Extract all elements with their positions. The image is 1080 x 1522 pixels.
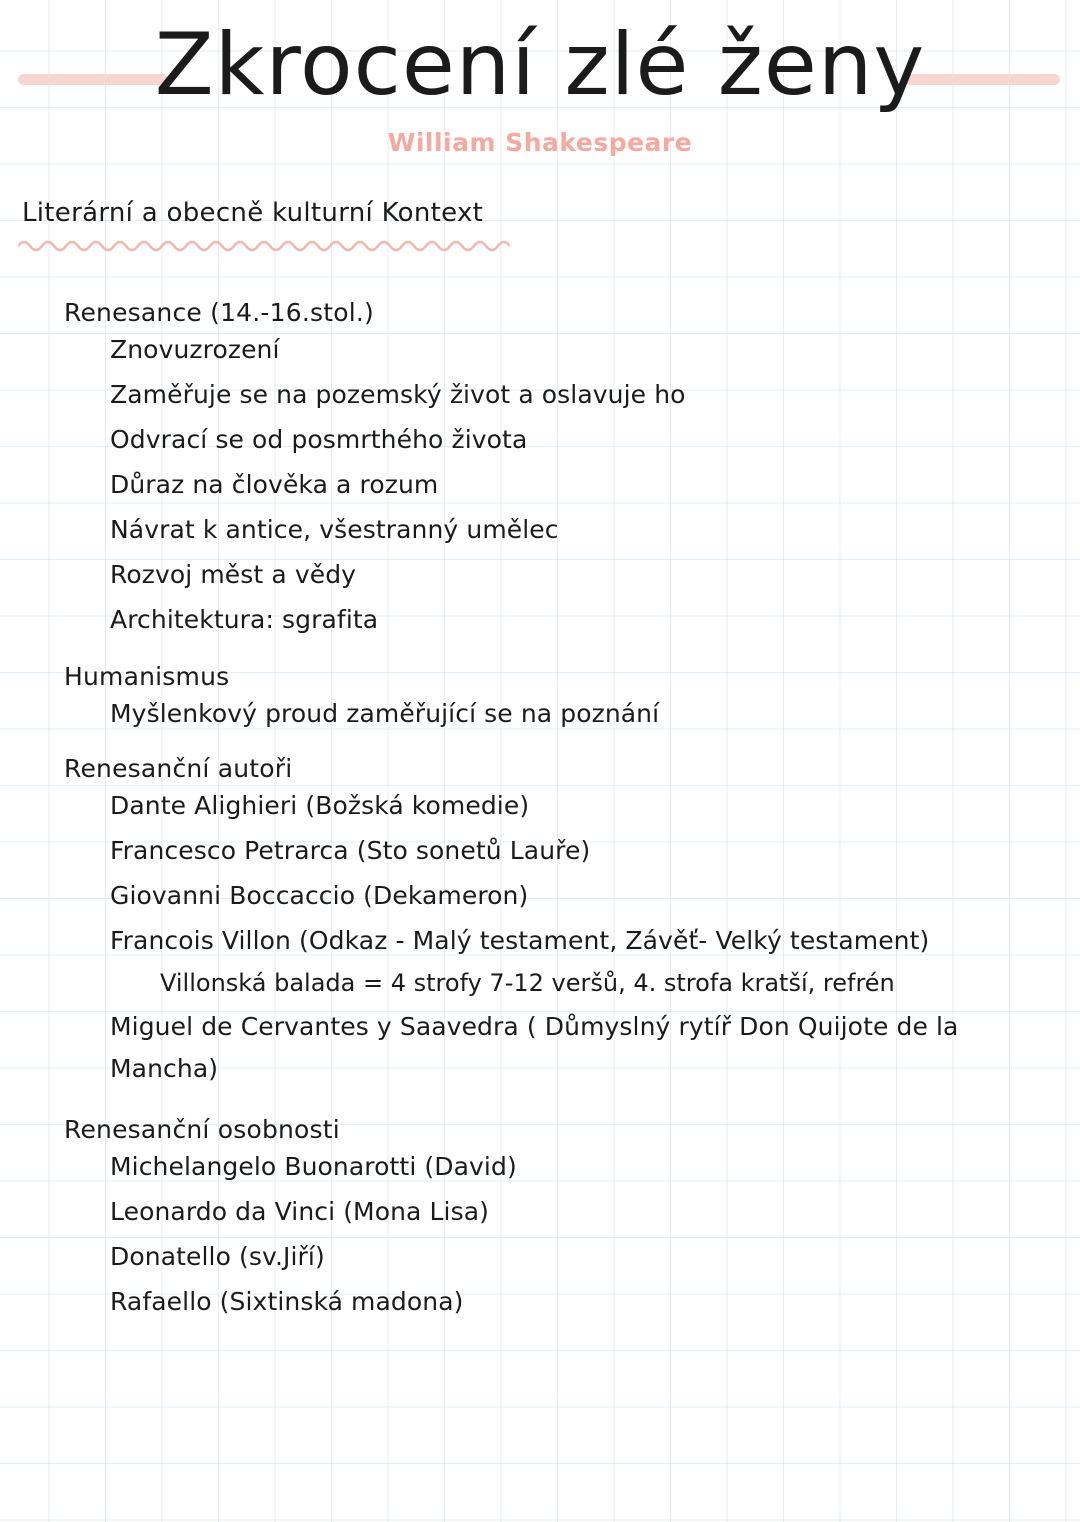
list-item: Rozvoj měst a vědy (110, 560, 357, 589)
section-heading: Literární a obecně kulturní Kontext (22, 198, 484, 228)
group-humanismus (0, 662, 1080, 736)
list-item: Michelangelo Buonarotti (David) (110, 1152, 517, 1181)
list-item: Miguel de Cervantes y Saavedra ( Důmyslný rytíř Don Quijote de la Mancha) (110, 1012, 959, 1083)
list-item: Návrat k antice, všestranný umělec (110, 515, 559, 544)
page-title: Zkrocení zlé ženy (154, 15, 926, 115)
list-item: Francesco Petrarca (Sto sonetů Lauře) (110, 836, 591, 865)
list-item: Důraz na člověka a rozum (110, 470, 439, 499)
list-item: Odvrací se od posmrthého života (110, 425, 528, 454)
group-renesancni-osobnosti (0, 1115, 1080, 1324)
note-row (0, 963, 1080, 1006)
list-item: Giovanni Boccaccio (Dekameron) (110, 881, 529, 910)
author-subtitle: William Shakespeare (387, 128, 693, 157)
list-item: Leonardo da Vinci (Mona Lisa) (110, 1197, 489, 1226)
squiggle-underline-icon (18, 236, 510, 256)
group-renesancni-autori (0, 754, 1080, 1090)
group-renesance (0, 298, 1080, 642)
group-heading-renesancni-osobnosti: Renesanční osobnosti (64, 1115, 340, 1144)
group-heading-row (0, 754, 1080, 783)
list-item: Myšlenkový proud zaměřující se na poznání (110, 699, 660, 728)
list-item: Znovuzrození (110, 335, 280, 364)
villon-balada-note: Villonská balada = 4 strofy 7-12 veršů, 4. strofa kratší, refrén (160, 963, 895, 1003)
list-item: Rafaello (Sixtinská madona) (110, 1287, 464, 1316)
list-item: Zaměřuje se na pozemský život a oslavuje ho (110, 380, 686, 409)
group-heading-row (0, 298, 1080, 327)
group-heading-renesancni-autori: Renesanční autoři (64, 754, 293, 783)
group-heading-renesance: Renesance (14.-16.stol.) (64, 298, 374, 327)
title-block (0, 6, 1080, 126)
list-item: Francois Villon (Odkaz - Malý testament, Závěť- Velký testament) (110, 926, 930, 955)
group-heading-row (0, 1115, 1080, 1144)
group-heading-humanismus: Humanismus (64, 662, 230, 691)
list-item: Dante Alighieri (Božská komedie) (110, 791, 530, 820)
group-heading-row (0, 662, 1080, 691)
list-item: Donatello (sv.Jiří) (110, 1242, 325, 1271)
list-item: Architektura: sgrafita (110, 605, 379, 634)
